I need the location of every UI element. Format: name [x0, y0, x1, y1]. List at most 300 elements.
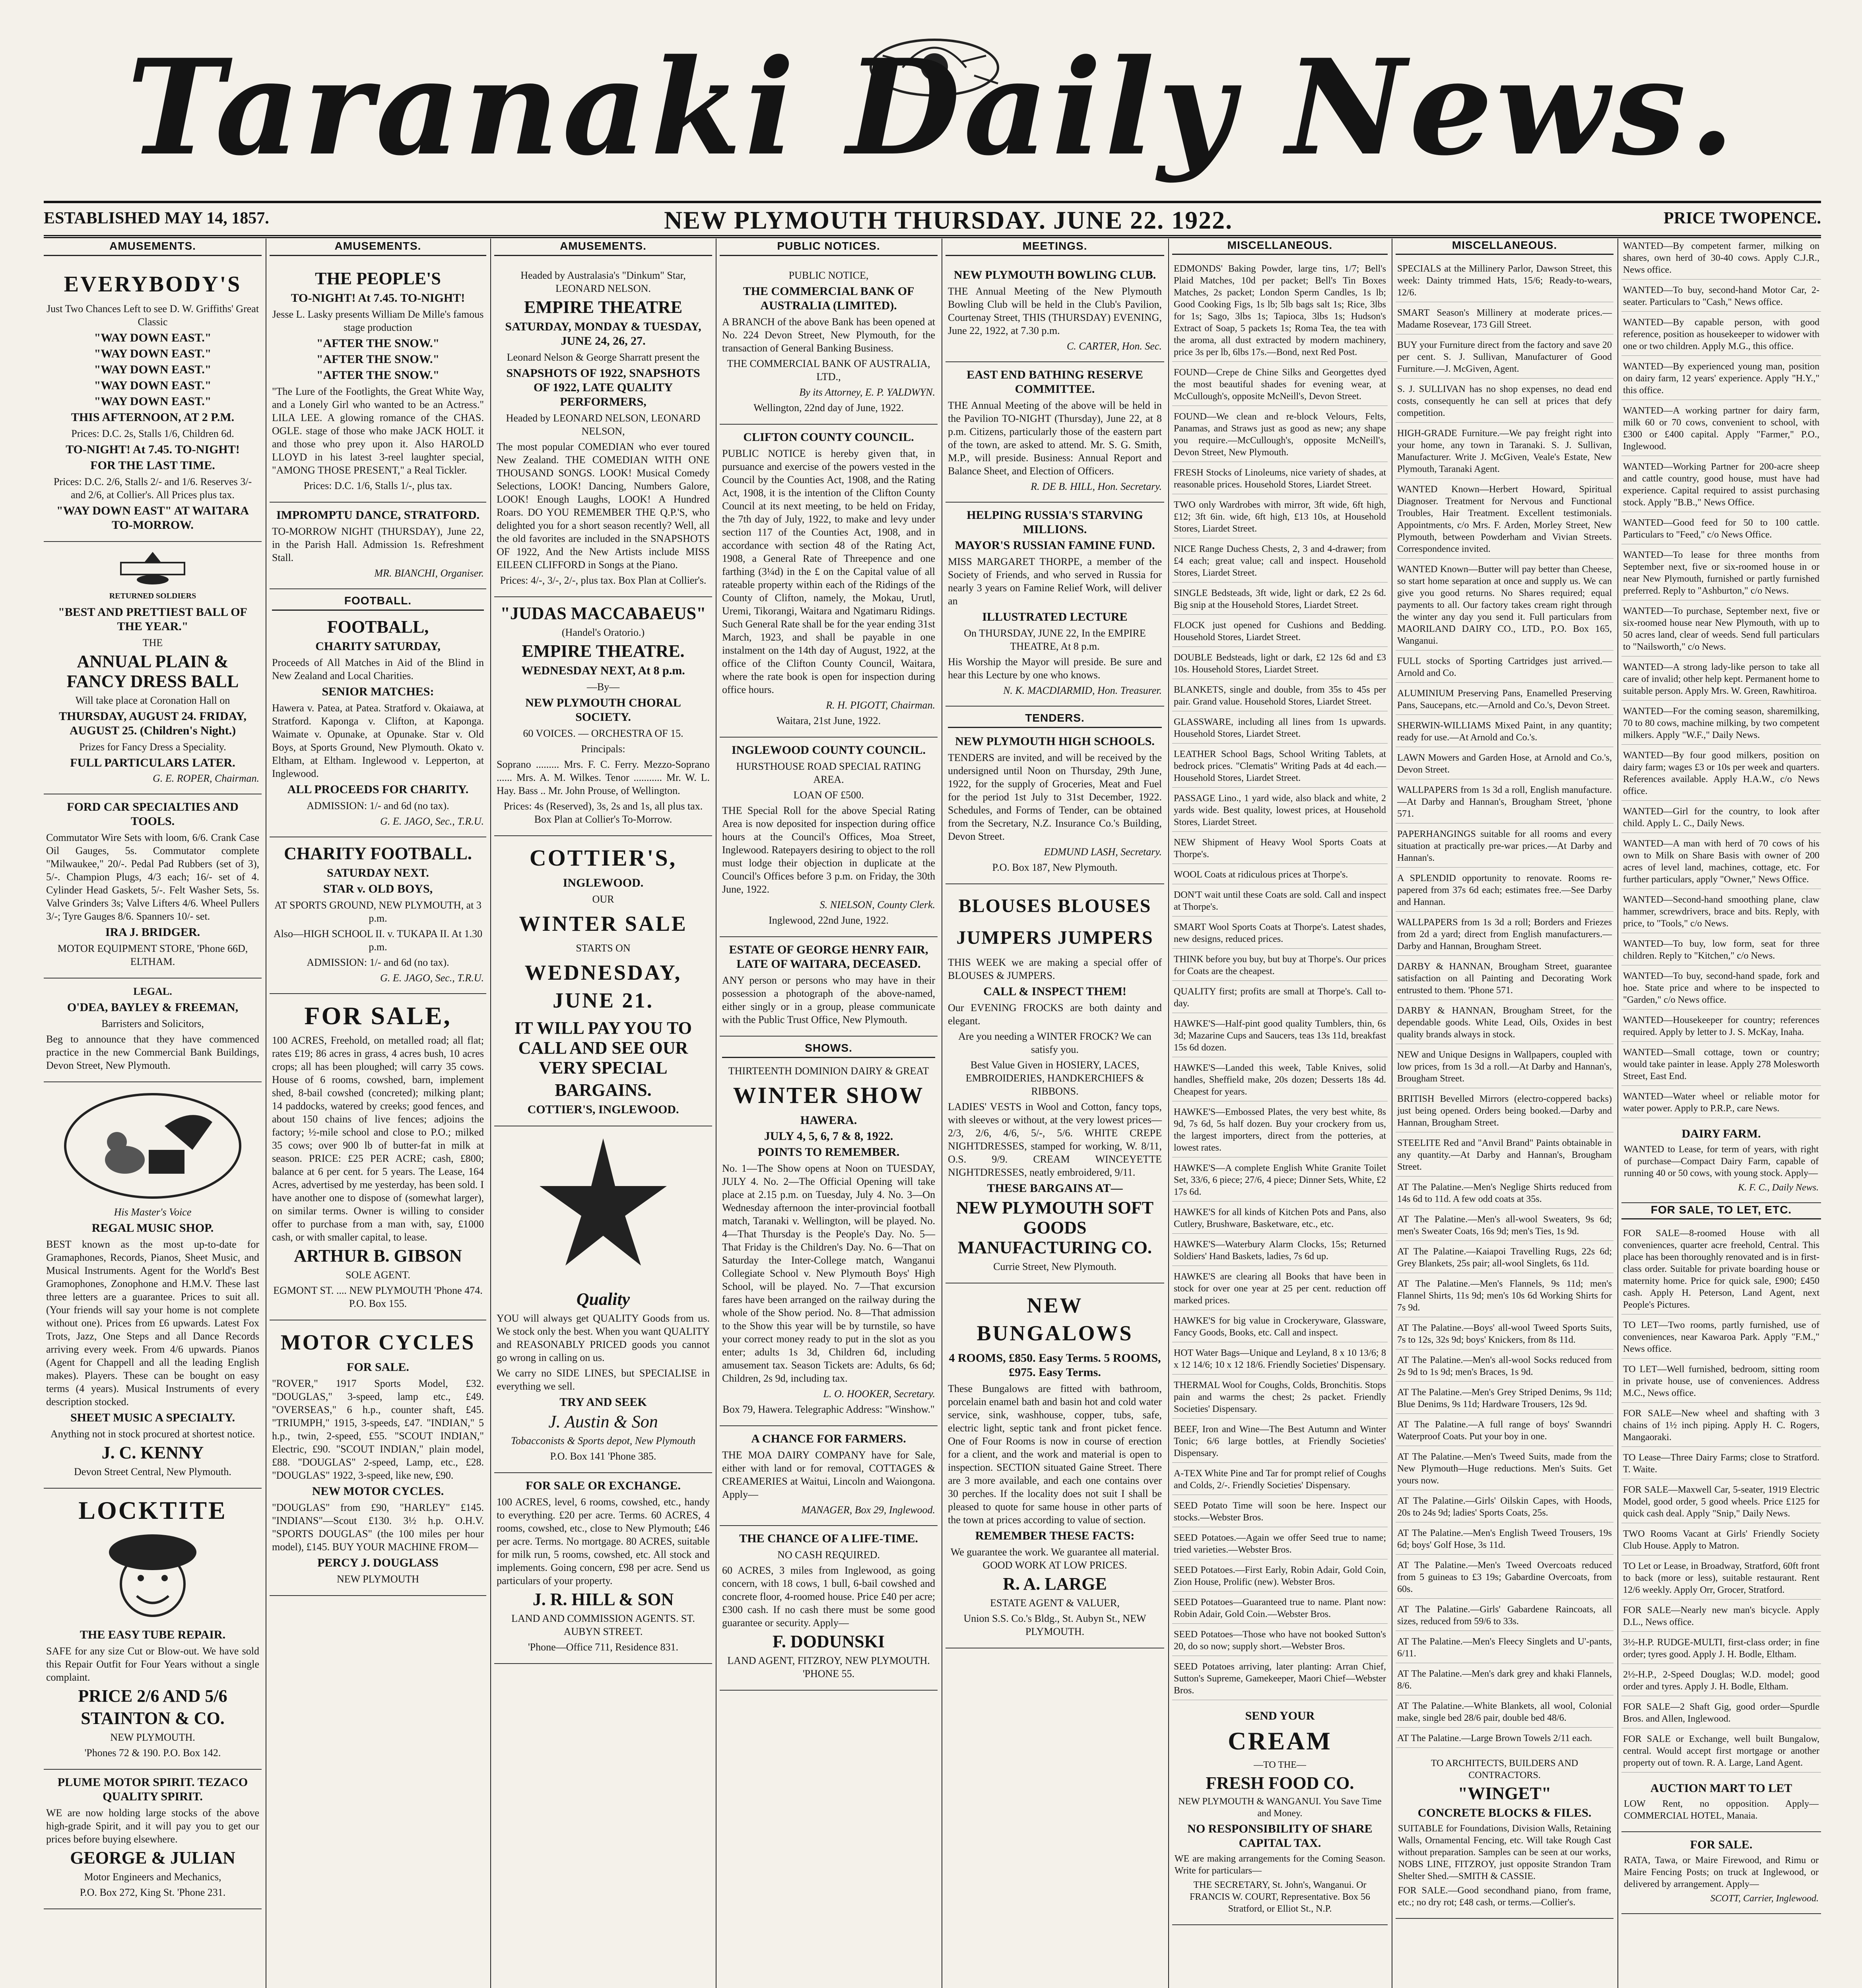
ad-body: "ROVER," 1917 Sports Model, £32. "DOUGLAS," 3-speed, lamp etc., £49. "OVERSEAS," 6 h.p., counter shaft, £45. "TRIUMPH," 1915, 3-speeds, £47. "INDIAN," 5 h.p., twin, 2-speed, £55. "SCOUT INDIAN," Electric, £90. "SCOUT INDIAN," plain model, £88. "DOUGLAS" 2-speed, Lamp, etc., £28. "DOUGLAS" 1922, 3-speed, like new, £90. — [272, 1378, 484, 1481]
ad-title: IMPROMPTU DANCE, STRATFORD. — [276, 509, 480, 522]
ad-text: THE SECRETARY, St. John's, Wanganui. Or FRANCIS W. COURT, Representative. Box 56 Stratford, or Elliot St., N.P. — [1189, 1880, 1371, 1914]
classified-item: SPECIALS at the Millinery Parlor, Dawson Street, this week: Dainty trimmed Hats, 15/6; Ready-to-wears, 12/6. — [1396, 261, 1613, 302]
ad-body: 60 ACRES, 3 miles from Inglewood, as going concern, with 18 cows, 1 bull, 6-bail cowshed and concrete floor, 4-roomed house. Price £40 per acre; £300 cash. If no cash there must be some good guarantee or security. Apply— — [722, 1565, 935, 1629]
tam-o-shanter-man-icon — [101, 1528, 204, 1624]
classified-item: THERMAL Wool for Coughs, Colds, Bronchitis. Stops pain and warms the chest; 2s packet. Friendly Societies' Dispensary. — [1172, 1378, 1388, 1419]
classified-item: BLANKETS, single and double, from 35s to 45s per pair. Grand value. Household Stores, Liardet Street. — [1172, 682, 1388, 711]
ad-text: Also—HIGH SCHOOL II. v. TUKAPA II. At 1.30 p.m. — [273, 928, 483, 953]
ad-title: FOR SALE OR EXCHANGE. — [525, 1479, 681, 1492]
classified-item: DOUBLE Bedsteads, light or dark, £2 12s 6d and £3 10s. Household Stores, Liardet Street. — [1172, 650, 1388, 679]
ad-text: THIRTEENTH DOMINION DAIRY & GREAT — [728, 1065, 929, 1077]
inglewood-council-notice — [720, 738, 938, 937]
ad-title: THE COMMERCIAL BANK OF AUSTRALIA (LIMITED). — [743, 285, 914, 312]
ad-body: Soprano ......... Mrs. F. C. Ferry. Mezzo-Soprano ...... Mrs. A. M. Wilkes. Tenor ........... Mr. W. L. Hay. Bass .. Mr. John Prouse, of Wellington. — [497, 759, 710, 796]
film-title: "WAY DOWN EAST." — [94, 379, 212, 392]
ad-title: WEDNESDAY, JUNE 21. — [524, 961, 682, 1012]
ad-text: CONCRETE BLOCKS & FILES. — [1417, 1806, 1592, 1819]
ad-name: FRESH FOOD CO. — [1206, 1773, 1354, 1793]
section-heading: TENDERS. — [948, 711, 1162, 728]
ad-text: NEW PLYMOUTH. — [110, 1732, 195, 1743]
classified-item: AT The Palatine.—Men's Fleecy Singlets and U'-pants, 6/11. — [1396, 1634, 1613, 1663]
ad-body: THE Annual Meeting of the above will be held in the Pavilion TO-NIGHT (Thursday), June 22, at 8 p.m. Citizens, particularly those of the eastern part of the town, are asked to attend. Mr. S. G. Smith, M.P., will preside. Business: Annual Report and Balance Sheet, and Election of Officers. — [948, 400, 1162, 477]
classified-item: AT The Palatine.—Men's Tweed Overcoats reduced from 5 guineas to £3 19s; Gabardine Overcoats, from 60s. — [1396, 1558, 1613, 1599]
ad-title: NEW BUNGALOWS — [977, 1293, 1133, 1345]
classified-item: AT The Palatine.—Large Brown Towels 2/11 each. — [1396, 1731, 1613, 1748]
ad-title: O'DEA, BAYLEY & FREEMAN, — [67, 1001, 239, 1014]
ad-text: WEDNESDAY NEXT, At 8 p.m. — [521, 664, 685, 677]
ad-text: Barristers and Solicitors, — [101, 1018, 204, 1029]
ad-text: Prizes for Fancy Dress a Speciality. — [79, 741, 226, 753]
ad-text: ADMISSION: 1/- and 6d (no tax). — [307, 800, 449, 812]
price-label: PRICE 2/6 AND 5/6 — [78, 1686, 227, 1706]
ad-name: STAINTON & CO. — [81, 1708, 225, 1728]
section-heading: LEGAL. — [133, 986, 172, 997]
new-bungalows-ad — [946, 1283, 1164, 1648]
lifetime-chance-ad — [720, 1526, 938, 1691]
classified-item: FLOCK just opened for Cushions and Bedding. Household Stores, Liardet Street. — [1172, 618, 1388, 647]
wanted-item: WANTED—A working partner for dairy farm, milk 60 or 70 cows, convenient to school, with £300 or £400 capital. Apply "Farmer," P.O., Inglewood. — [1621, 403, 1821, 456]
ad-text: STAR v. OLD BOYS, — [323, 882, 433, 895]
ad-text: POINTS TO REMEMBER. — [757, 1145, 900, 1159]
ad-body: RATA, Tawa, or Maire Firewood, and Rimu or Maire Fencing Posts; on truck at Inglewood, or delivered by arrangement. Apply— — [1624, 1855, 1819, 1889]
wanted-item: WANTED—A strong lady-like person to take all care of invalid; other help kept. Permanent home to suitable person. Apply Mrs. W. Green, Rawhitiroa. — [1621, 660, 1821, 701]
ad-text: ILLUSTRATED LECTURE — [982, 610, 1128, 623]
ad-body: PUBLIC NOTICE is hereby given that, in pursuance and exercise of the powers vested in the Council by the Counties Act, 1908, and the Rating Act, 1908, it is the intention of the Clifton County Council at its next meeting, to be held on Friday, the 7th day of July, 1922, to make and levy under section 117 of the Counties Act, 1908, and in accordance with section 48 of the Rating Act, 1908, a General Rate of Threepence and one farthing (3¼d) in the £ on the Capital value of all rateable property within each of the Ridings of the County of Clifton, namely, the Mokau, Urutl, Uremi, Tikorangi, Waitara and Ngatimaru Ridings. Such General Rate shall be for the year ending 31st March, 1923, and shall be payable in one instalment on the 14th day of August, 1922, at the office of the Clifton County Council, Waitara, where the rate book is open for inspection during office hours. — [722, 448, 935, 695]
ad-text: On THURSDAY, JUNE 22, In the EMPIRE THEATRE, At 8 p.m. — [964, 627, 1146, 652]
commercial-bank-notice — [720, 262, 938, 425]
ad-body: Proceeds of All Matches in Aid of the Blind in New Zealand and Local Charities. — [272, 657, 484, 681]
ad-name: ARTHUR B. GIBSON — [294, 1246, 462, 1266]
ad-text: LAND AND COMMISSION AGENTS. ST. AUBYN STREET. — [511, 1613, 695, 1637]
ad-text: Are you needing a WINTER FROCK? We can satisfy you. — [958, 1031, 1151, 1055]
wanted-item: WANTED—Good feed for 50 to 100 cattle. Particulars to "Feed," c/o News Office. — [1621, 515, 1821, 544]
classified-item: SEED Potatoes.—First Early, Robin Adair, Gold Coin, Zion House, Prolific (new). Webster Bros. — [1172, 1563, 1388, 1592]
wanted-item: WANTED—Girl for the country, to look after child. Apply L. C., Daily News. — [1621, 804, 1821, 833]
wanted-item: WANTED—To buy, second-hand spade, fork and hoe. State price and where to be inspected to "Garden," c/o News office. — [1621, 969, 1821, 1010]
classified-item: NICE Range Duchess Chests, 2, 3 and 4-drawer; from £4 each; great value; call and inspect. Household Stores, Liardet Street. — [1172, 542, 1388, 582]
ad-title: MOTOR CYCLES — [280, 1330, 476, 1354]
classified-item: HOT Water Bags—Unique and Leyland, 8 x 10 13/6; 8 x 12 14/6; 10 x 12 18/6. Friendly Societies' Dispensary. — [1172, 1345, 1388, 1375]
blouses-jumpers-ad — [946, 884, 1164, 1283]
ad-body: WANTED to Lease, for term of years, with right of purchase—Compact Dairy Farm, capable of running 40 or 50 cows, with young stock. Apply— — [1624, 1144, 1819, 1178]
classified-item: DARBY & HANNAN, Brougham Street, guarantee satisfaction on all Painting and Decorating Work entrusted to them. 'Phone 571. — [1396, 959, 1613, 1000]
signature: EDMUND LASH, Secretary. — [1044, 846, 1162, 858]
classified-item: WOOL Coats at ridiculous prices at Thorpe's. — [1172, 867, 1388, 884]
ad-text: Waitara, 21st June, 1922. — [776, 715, 881, 726]
ad-body: No. 1—The Show opens at Noon on TUESDAY, JULY 4. No. 2—The Official Opening will take place at 2.15 p.m. on Tuesday, July 4. No. 3—On Wednesday afternoon the inter-provincial football match, Taranaki v. Wellington, will be played. No. 4—That Thursday is the People's Day. No. 5—That Friday is the Children's Day. No. 6—That on Saturday the Inter-College match, Wanganui Collegiate School v. New Plymouth Boys' High School, will be played. No. 7—That excursion fares have been arranged on the railway during the whole of the Show period. No. 8—That admission to the Show this year will be by turnstile, so have your correct money ready to put in the slot as you enter; adults 1s 3d, Children 6d, including amusement tax. Season Tickets are: Adults, 6s 6d; Children, 2s 9d, including tax. — [722, 1163, 935, 1384]
ad-title: INGLEWOOD COUNTY COUNCIL. — [731, 744, 926, 757]
classified-item: GLASSWARE, including all lines from 1s upwards. Household Stores, Liardet Street. — [1172, 714, 1388, 744]
ad-text: SENIOR MATCHES: — [322, 685, 434, 698]
ad-body: SAFE for any size Cut or Blow-out. We have sold this Repair Outfit for Four Years without a single complaint. — [46, 1645, 259, 1683]
ad-title: HELPING RUSSIA'S STARVING MILLIONS. — [967, 509, 1143, 536]
ad-title: BLOUSES BLOUSES — [958, 895, 1151, 916]
fresh-food-cream-ad — [1172, 1703, 1388, 1925]
ad-title: EVERYBODY'S — [64, 272, 242, 297]
ad-body: SUITABLE for Foundations, Division Walls, Retaining Walls, Ornamental Fencing, etc. Will take Rough Cast without preparation. Samples can be seen at our works, NOBS LINE, FITZROY, just opposite Strandon Tram Shelter Shed.—SMITH & CASSIE. — [1398, 1823, 1611, 1881]
wanted-item: WANTED—To lease for three months from September next, five or six-roomed house in or near New Plymouth, furnished or partly furnished preferred. Reply to "Ashburton," c/o News. — [1621, 547, 1821, 600]
ad-body: His Worship the Mayor will preside. Be sure and hear this Lecture by one who knows. — [948, 656, 1162, 681]
ad-text: THIS AFTERNOON, AT 2 P.M. — [71, 411, 235, 424]
ad-text: EGMONT ST. .... NEW PLYMOUTH 'Phone 474. P.O. Box 155. — [273, 1285, 483, 1309]
wanted-item: WANTED—By capable person, with good reference, position as housekeeper to widower with one or two children. Apply M.G., this office. — [1621, 315, 1821, 356]
ad-body: ANY person or persons who may have in their possession a photograph of the above-named, either singly or in a group, please communicate with the Public Trust Office, New Plymouth. — [722, 975, 935, 1025]
ad-text: INGLEWOOD. — [563, 876, 644, 889]
ad-text: Devon Street Central, New Plymouth. — [74, 1466, 231, 1477]
quality-star-icon — [536, 1134, 671, 1285]
classified-item: PAPERHANGINGS suitable for all rooms and every situation at practically pre-war prices.—At Darby and Hannan's. — [1396, 827, 1613, 868]
ad-text: FOR THE LAST TIME. — [90, 459, 215, 472]
ad-text: 60 VOICES. — ORCHESTRA OF 15. — [523, 728, 683, 739]
ad-text: TRY AND SEEK — [559, 1396, 647, 1409]
dairy-farm-ad — [1621, 1121, 1821, 1203]
ad-title: WINTER SHOW — [733, 1082, 924, 1108]
ad-title: FOR SALE, — [304, 1002, 452, 1030]
ad-body: We carry no SIDE LINES, but SPECIALISE in everything we sell. — [497, 1367, 710, 1392]
ad-name: R. A. LARGE — [1003, 1574, 1107, 1594]
ad-text: Prices: D.C. 1/6, Stalls 1/-, plus tax. — [303, 480, 452, 491]
ad-text: TO-NIGHT! At 7.45. TO-NIGHT! — [291, 291, 465, 305]
ad-text: THE — [142, 637, 163, 648]
dateline-bar — [44, 201, 1821, 238]
ad-text: Union S.S. Co.'s Bldg., St. Aubyn St., NEW PLYMOUTH. — [963, 1613, 1146, 1637]
classified-item: ALUMINIUM Preserving Pans, Enamelled Preserving Pans, Saucepans, etc.—Arnold and Co.'s, Devon Street. — [1396, 686, 1613, 715]
peoples-theatre-ad — [270, 262, 486, 503]
section-heading: SHOWS. — [722, 1041, 935, 1058]
ad-body: MISS MARGARET THORPE, a member of the Society of Friends, and who served in Russia for nearly 3 years on Famine Relief Work, will deliver an — [948, 556, 1162, 607]
classified-item: HIGH-GRADE Furniture.—We pay freight right into your home, any town in Taranaki. S. J. Sullivan, Manufacturer. Write J. McGiven, Veale's Estate, New Plymouth, Taranaki Agent. — [1396, 426, 1613, 479]
classified-item: AT The Palatine.—Men's Grey Striped Denims, 9s 11d; Blue Denims, 9s 11d; Hardware Trousers, 12s 9d. — [1396, 1385, 1613, 1414]
ad-name: PERCY J. DOUGLASS — [317, 1556, 439, 1569]
column-rule — [1168, 239, 1169, 1988]
column-4 — [720, 239, 938, 1988]
ad-title: THE PEOPLE'S — [315, 269, 441, 288]
newspaper-title: Taranaki Daily News. — [127, 30, 1738, 184]
classified-item: QUALITY first; profits are small at Thorpe's. Call to-day. — [1172, 984, 1388, 1013]
ad-text: Wellington, 22nd day of June, 1922. — [753, 402, 904, 414]
classified-item: STEELITE Red and "Anvil Brand" Paints obtainable in any quantity.—At Darby and Hannan's, Brougham Street. — [1396, 1136, 1613, 1176]
classified-item: SEED Potatoes arriving, later planting: Arran Chief, Sutton's Supreme, Gamekeeper, Maori Chief—Webster Bros. — [1172, 1659, 1388, 1700]
ad-title: CHARITY FOOTBALL. — [284, 844, 472, 863]
ad-body: THIS WEEK we are making a special offer of BLOUSES & JUMPERS. — [948, 957, 1162, 981]
column-rule — [490, 239, 491, 1988]
for-sale-item: TO Lease—Three Dairy Farms; close to Stratford. T. Waite. — [1621, 1450, 1821, 1479]
charity-football-ad — [270, 837, 486, 994]
signature: R. DE B. HILL, Hon. Secretary. — [1031, 481, 1162, 492]
ad-body: Commutator Wire Sets with loom, 6/6. Crank Case Oil Gauges, 5s. Commutator complete "Milwaukee," 20/-. Pedal Pad Rubbers (set of 3), 5/-. Champion Plugs, 4/3 each; 16/- set of 4. Cylinder Head Gaskets, 5/-. Felt Washer Sets, 5s. Valve Grinders 3s; Valve Lifters 4/6. Wheel Pullers 3/-; Tyre Gauges 8/6. Spanners 10/- set. — [46, 832, 259, 922]
ad-text: P.O. Box 187, New Plymouth. — [992, 862, 1118, 873]
gramophone-dog-icon — [61, 1090, 244, 1202]
for-sale-list — [1621, 1226, 1821, 1773]
ad-text: JULY 4, 5, 6, 7 & 8, 1922. — [764, 1130, 893, 1143]
classified-item: WALLPAPERS from 1s 3d a roll; Borders and Friezes from 2d a yard; direct from English manufacturers.—Darby and Hannan, Brougham Street. — [1396, 915, 1613, 956]
ad-name: F. DODUNSKI — [773, 1632, 885, 1651]
wanted-item: WANTED—A man with herd of 70 cows of his own to Milk on Share Basis with owner of 200 acres of level land, machines, cottage, etc. For further particulars, apply "Owner," News Office. — [1621, 836, 1821, 889]
ad-title: ANNUAL PLAIN & FANCY DRESS BALL — [66, 652, 239, 691]
ad-title: Quality — [576, 1289, 630, 1309]
classified-item: LEATHER School Bags, School Writing Tablets, at bedrock prices. "Clematis" Writing Pads at 4d each.—Household Stores, Liardet Street. — [1172, 747, 1388, 788]
classified-item: AT The Palatine.—Men's Neglige Shirts reduced from 14s 6d to 11d. A few odd coats at 35s. — [1396, 1180, 1613, 1209]
classified-item: WALLPAPERS from 1s 3d a roll, English manufacture.—At Darby and Hannan's, Brougham Street, 'phone 571. — [1396, 782, 1613, 823]
tenders-notice — [946, 707, 1164, 884]
signature: J. Austin & Son — [548, 1412, 658, 1431]
ad-text: Inglewood, 22nd June, 1922. — [769, 914, 889, 926]
signature: MR. BIANCHI, Organiser. — [374, 567, 484, 579]
ad-text: STARTS ON — [576, 942, 631, 954]
wanted-item: WANTED—Water wheel or reliable motor for water power. Apply to P.R.P., care News. — [1621, 1089, 1821, 1118]
masthead — [44, 16, 1821, 215]
ad-title: EMPIRE THEATRE. — [522, 641, 685, 661]
ad-body: "The Lure of the Footlights, the Great White Way, and a Lonely Girl who wanted to be an Actress." LILA LEE. A glowing romance of the CHAS. OGLE. stage of those who make JACK HOLT. it and those who prey upon it. Also HAROLD LLOYD in his latest 3-reel laughter special, "AMONG THOSE PRESENT," a Real Tickler. — [272, 386, 484, 476]
ford-ad — [44, 794, 262, 978]
ad-text: LOAN OF £500. — [793, 789, 864, 801]
ad-title: CREAM — [1228, 1727, 1332, 1755]
signature: G. E. JAGO, Sec., T.R.U. — [380, 972, 484, 984]
wanted-item: WANTED—Second-hand smoothing plane, claw hammer, screwdrivers, brace and bits. Reply, with price, to "Tools," c/o News. — [1621, 892, 1821, 933]
ad-text: Prices: 4s (Reserved), 3s, 2s and 1s, all plus tax. Box Plan at Collier's To-Morrow. — [503, 800, 703, 825]
classified-item: HAWKE'S are clearing all Books that have been in stock for over one year at 25 per cent. reduction off marked prices. — [1172, 1269, 1388, 1310]
section-heading: AMUSEMENTS. — [270, 239, 486, 256]
for-sale-item: TO LET—Two rooms, partly furnished, use of conveniences, near Kawaroa Park. Apply "F.M.," News office. — [1621, 1318, 1821, 1359]
classified-item: FRESH Stocks of Linoleums, nice variety of shades, at reasonable prices. Household Stores, Liardet Street. — [1172, 465, 1388, 494]
classified-item: AT The Palatine.—White Blankets, all wool, Colonial make, single bed 28/6 pair, double bed 48/6. — [1396, 1699, 1613, 1728]
classified-item: HAWKE'S—Embossed Plates, the very best white, 8s 9d, 7s 6d, 5s half dozen. Buy your crockery from us, the largest importers, direct from the potteries, at lowest rates. — [1172, 1105, 1388, 1157]
plume-ad — [44, 1770, 262, 1909]
winget-blocks-ad — [1396, 1751, 1613, 1919]
classified-item: EDMONDS' Baking Powder, large tins, 1/7; Bell's Plaid Matches, 10d per packet; Bell's Tin Boxes Matches, 2s packet; London Sperm Candles, 1s lb; Good Cooking Figs, 1s lb; 5lb bags salt 1s; Rice, 3lbs for 1s; Sago, 3lbs 1s; Tapioca, 3lbs 1s; Hudson's Extract of Soap, 5 packets 1s; Roma Tea, the tea with the aroma, all dust extracted by modern machinery, price 3s per lb, 6lbs 17s.—Bond, next Red Post. — [1172, 261, 1388, 362]
wanted-item: WANTED—Housekeeper for country; references required. Apply by letter to J. S. McKay, Inaha. — [1621, 1013, 1821, 1042]
classified-item: AT The Palatine.—A full range of boys' Swanndri Waterproof Coats. Put your boy in one. — [1396, 1417, 1613, 1446]
classified-item: AT The Palatine.—Girls' Oilskin Capes, with Hoods, 20s to 24s 9d; ladies' Sports Coats, 25s. — [1396, 1493, 1613, 1522]
film-title: "AFTER THE SNOW." — [316, 369, 440, 382]
wanted-item: WANTED—To buy, second-hand Motor Car, 2-seater. Particulars to "Cash," News office. — [1621, 283, 1821, 312]
classified-item: AT The Palatine.—Men's all-wool Sweaters, 9s 6d; men's Sweater Coats, 16s 9d; men's Ties, 1s 9d. — [1396, 1212, 1613, 1241]
signature: MANAGER, Box 29, Inglewood. — [801, 1504, 935, 1516]
for-sale-item: FOR SALE or Exchange, well built Bungalow, central. Would accept first mortgage or another property out of town. R. A. Large, Land Agent. — [1621, 1732, 1821, 1773]
classified-item: AT The Palatine.—Boys' all-wool Tweed Sports Suits, 7s to 12s, 32s 9d; boys' Knickers, from 8s 11d. — [1396, 1320, 1613, 1349]
austin-quality-ad — [494, 1126, 712, 1473]
column-6 — [1172, 239, 1388, 1988]
ad-text: Currie Street, New Plymouth. — [993, 1261, 1116, 1272]
ad-text: HAWERA. — [800, 1114, 857, 1127]
ad-text: (Handel's Oratorio.) — [561, 627, 645, 638]
classified-item: HAWKE'S for all kinds of Kitchen Pots and Pans, also Cutlery, Brushware, Basketware, etc., etc. — [1172, 1205, 1388, 1234]
classified-item: NEW Shipment of Heavy Wool Sports Coats at Thorpe's. — [1172, 835, 1388, 864]
ad-text: CALL & INSPECT THEM! — [983, 985, 1126, 998]
ad-text: SEND YOUR — [1245, 1709, 1315, 1722]
section-heading: AMUSEMENTS. — [44, 239, 262, 256]
column-1 — [44, 239, 262, 1988]
ad-text: THE COMMERCIAL BANK OF AUSTRALIA, LTD., — [727, 358, 930, 382]
bowling-club-notice — [946, 262, 1164, 362]
classified-item: HAWKE'S—Landed this week, Table Knives, solid handles, Sheffield make, 20s dozen; Desserts 18s 4d. Cheapest for years. — [1172, 1060, 1388, 1101]
classified-item: SMART Wool Sports Coats at Thorpe's. Latest shades, new designs, reduced prices. — [1172, 920, 1388, 949]
ad-title: DAIRY FARM. — [1681, 1127, 1761, 1140]
classified-item: PASSAGE Lino., 1 yard wide, also black and white, 2 yards wide. Best quality, lowest prices, at Household Stores, Liardet Street. — [1172, 791, 1388, 832]
ad-text: FULL PARTICULARS LATER. — [70, 756, 235, 769]
estate-notice — [720, 937, 938, 1037]
classified-item: HAWKE'S for big value in Crockeryware, Glassware, Fancy Goods, Books, etc. Call and inspect. — [1172, 1313, 1388, 1342]
established-date: ESTABLISHED MAY 14, 1857. — [44, 209, 269, 227]
ad-text: Prices: D.C. 2/6, Stalls 2/- and 1/6. Reserves 3/- and 2/6, at Collier's. All Prices plus tax. — [53, 476, 252, 501]
classified-item: SEED Potatoes—Guaranteed true to name. Plant now: Robin Adair, Gold Coin.—Webster Bros. — [1172, 1595, 1388, 1624]
film-title: "WAY DOWN EAST." — [94, 395, 212, 408]
classified-item: AT The Palatine.—Men's dark grey and khaki Flannels, 8/6. — [1396, 1666, 1613, 1695]
ad-text: Best Value Given in HOSIERY, LACES, EMBROIDERIES, HANDKERCHIEFS & RIBBONS. — [965, 1059, 1144, 1097]
for-sale-item: FOR SALE—8-roomed House with all conveniences, quarter acre freehold, Central. This place has been thoroughly renovated and is in first-class order. Suitable for private boarding house or maternity home. Price for quick sale, £900; £450 cash. Apply H. Peterson, Land Agent, next People's Pictures. — [1621, 1226, 1821, 1314]
ad-text: Headed by Australasia's "Dinkum" Star, LEONARD NELSON. — [520, 270, 686, 294]
ad-body: WE are making arrangements for the Coming Season. Write for particulars— — [1175, 1854, 1385, 1876]
column-8 — [1621, 239, 1821, 1988]
for-sale-item: 2½-H.P., 2-Speed Douglas; W.D. model; good order and tyres. Apply J. H. Bodle, Eltham. — [1621, 1667, 1821, 1696]
ad-text: NEW MOTOR CYCLES. — [312, 1485, 444, 1498]
classified-item: S. J. SULLIVAN has no shop expenses, no dead end costs, consequently he can sell at prices that defy competition. — [1396, 382, 1613, 423]
ad-text: ESTATE AGENT & VALUER, — [990, 1597, 1120, 1609]
ad-text: THURSDAY, AUGUST 24. FRIDAY, AUGUST 25. (Children's Night.) — [59, 710, 247, 737]
ad-body: TO-MORROW NIGHT (THURSDAY), June 22, in the Parish Hall. Admission 1s. Refreshment Stall. — [272, 526, 484, 563]
ad-title: FORD CAR SPECIALTIES AND TOOLS. — [67, 800, 239, 828]
ad-title: FOR SALE. — [1690, 1838, 1753, 1851]
ad-text: SHEET MUSIC A SPECIALTY. — [70, 1411, 235, 1424]
ad-text: MAYOR'S RUSSIAN FAMINE FUND. — [955, 539, 1155, 552]
section-heading: MISCELLANEOUS. — [1396, 239, 1613, 255]
ad-body: 100 ACRES, Freehold, on metalled road; all flat; rates £19; 86 acres in grass, 4 acres bush, 10 acres crops; all has been ploughed; will carry 35 cows. House of 6 rooms, cowshed, barn, implement shed, 8-bail cowshed (concreted); milking plant; 14 paddocks, watered by creeks; good fences, and about 150 chains of live fences; adjoins the factory; ½-mile school and close to P.O.; milked 35 cows; over 900 lb of butter-fat in milk at season. PRICE: £25 PER ACRE; cash, £800; balance at 6 per cent. for 5 years. The Lease, 164 Acres, advertised by me yesterday, has been sold. I have another one to dispose of (somewhat larger), on similar terms. Owner is willing to consider offer to purchase from a man with, say, £1000 cash, or with smaller capital, to lease. — [272, 1035, 484, 1243]
signature: G. E. JAGO, Sec., T.R.U. — [380, 815, 484, 827]
classified-item: FOUND—We clean and re-block Velours, Felts, Panamas, and Straws just as good as new; any shape you require.—McCullough's, opposite McNeill's, Devon Street, New Plymouth. — [1172, 409, 1388, 462]
ad-title: EMPIRE THEATRE — [524, 297, 683, 317]
classified-list — [1396, 261, 1613, 1748]
wanted-item: WANTED—To purchase, September next, five or six-roomed house near New Plymouth, with up to 50 acres land, clear of weeds. Send full particulars to "Nailsworth," c/o News. — [1621, 604, 1821, 656]
for-sale-item: FOR SALE—Nearly new man's bicycle. Apply D.L., News office. — [1621, 1603, 1821, 1632]
ad-text: LAND AGENT, FITZROY, NEW PLYMOUTH. 'PHONE 55. — [727, 1655, 930, 1679]
section-heading: FOOTBALL. — [272, 593, 484, 611]
ad-body: THE Annual Meeting of the New Plymouth Bowling Club will be held in the Club's Pavilion, Courtenay Street, THIS (THURSDAY) EVENING, June 22, 1922, at 7.30 p.m. — [948, 285, 1162, 336]
ad-text: P.O. Box 272, King St. 'Phone 231. — [80, 1887, 226, 1898]
signature: N. K. MACDIARMID, Hon. Treasurer. — [1003, 685, 1162, 696]
ad-text: TO-NIGHT! At 7.45. TO-NIGHT! — [66, 443, 240, 456]
classified-list — [1172, 261, 1388, 1700]
ad-body: Our EVENING FROCKS are both dainty and elegant. — [948, 1002, 1162, 1027]
section-heading: AMUSEMENTS. — [494, 239, 712, 256]
ad-text: Principals: — [581, 743, 625, 755]
ad-title: ESTATE OF GEORGE HENRY FAIR, LATE OF WAITARA, DECEASED. — [729, 943, 928, 971]
ad-text: NEW PLYMOUTH & WANGANUI. You Save Time and Money. — [1178, 1796, 1382, 1819]
ad-title: FOOTBALL, — [327, 617, 429, 637]
classified-item: NEW and Unique Designs in Wallpapers, coupled with low prices, from 1s 3d a roll.—At Darby and Hannan's, Brougham Street. — [1396, 1047, 1613, 1088]
ad-body: 100 ACRES, level, 6 rooms, cowshed, etc., handy to everything. £20 per acre. Terms. 60 ACRES, 4 rooms, cowshed, etc., close to New Plymouth; £46 per acre. Terms. No mortgage. 80 ACRES, suitable for milk run, 5 rooms, cowshed, etc. All stock and implements. Going concern, £98 per acre. Send us particulars of your property. — [497, 1496, 710, 1586]
section-heading: PUBLIC NOTICES. — [720, 239, 938, 256]
classified-item: LAWN Mowers and Garden Hose, at Arnold and Co.'s, Devon Street. — [1396, 750, 1613, 779]
ad-body: "DOUGLAS" from £90, "HARLEY" £145. "INDIANS"—Scout £130. 3½ h.p. O.H.V. "SPORTS DOUGLAS" (the 100 miles per hour model), £145. BUY YOUR MACHINE FROM— — [272, 1502, 484, 1553]
ad-body: The most popular COMEDIAN who ever toured New Zealand. THE COMEDIAN WITH ONE THOUSAND SONGS. LOOK! Musical Comedy Selections, LOOK! Dancing, Numbers Galore, LOOK! Enough Laughs, LOOK! A Hundred Roars. DO YOU REMEMBER THE Q.P.'S, who delighted you for a short season recently? Well, all the old favorites are included in the SNAPSHOTS OF 1922, And the New Artists include MISS EILEEN CLIFFORD in Songs at the Piano. — [497, 441, 710, 571]
classified-item: BRITISH Bevelled Mirrors (electro-coppered backs) just being opened. Orders being booked.—Darby and Hannan, Brougham Street. — [1396, 1091, 1613, 1132]
ad-title: JUMPERS JUMPERS — [956, 927, 1153, 948]
ad-name: NEW PLYMOUTH SOFT GOODS MANUFACTURING CO. — [956, 1198, 1154, 1257]
classified-item: FULL stocks of Sporting Cartridges just arrived.—Arnold and Co. — [1396, 654, 1613, 683]
ad-body: WE are now holding large stocks of the above high-grade Spirit, and it will pay you to get our prices before buying elsewhere. — [46, 1807, 259, 1845]
empire-theatre-ad — [494, 262, 712, 597]
classified-item: DARBY & HANNAN, Brougham Street, for the dependable goods. White Lead, Oils, Oxides in best quality brands always in stock. — [1396, 1003, 1613, 1044]
ad-name: J. C. KENNY — [101, 1443, 204, 1462]
ad-text: "BEST AND PRETTIEST BALL OF THE YEAR." — [58, 606, 247, 633]
ad-text: Just Two Chances Left to see D. W. Griffiths' Great Classic — [46, 303, 259, 328]
film-title: "WAY DOWN EAST." — [94, 363, 212, 376]
classified-item: WANTED Known—Herbert Howard, Spiritual Diagnoser. Treatment for Nervous and Functional Troubles, Hair Treatment. Excellent testimonials. Appointments, c/o Mrs. F. Arden, Morley Street, New Plymouth, between Powderham and Vivian Streets. Correspondence invited. — [1396, 482, 1613, 559]
column-5 — [946, 239, 1164, 1988]
wanted-item: WANTED—By experienced young man, position on dairy farm, 12 years' experience. Apply "H.Y.," this office. — [1621, 359, 1821, 400]
classified-item: HAWKE'S—Waterbury Alarm Clocks, 15s; Returned Soldiers' Hand Baskets, ladies, 7s 6d up. — [1172, 1237, 1388, 1266]
ad-text: Leonard Nelson & George Sharratt present the — [507, 351, 700, 363]
signature: By its Attorney, E. P. YALDWYN. — [799, 386, 935, 398]
classified-item: FOUND—Crepe de Chine Silks and Georgettes dyed the most beautiful shades for evening wear, at McCullough's, opposite McNeill's, Devon Street. — [1172, 365, 1388, 406]
ad-title: EAST END BATHING RESERVE COMMITTEE. — [967, 368, 1143, 396]
ad-text: Motor Engineers and Mechanics, — [84, 1871, 221, 1883]
film-title: "WAY DOWN EAST." — [94, 347, 212, 360]
ad-text: SOLE AGENT. — [346, 1269, 410, 1281]
ball-ad — [44, 542, 262, 794]
classified-item: SEED Potatoes—Those who have not booked Sutton's 20, do so now; supply short.—Webster Bros. — [1172, 1627, 1388, 1656]
ad-text: COTTIER'S, INGLEWOOD. — [527, 1103, 679, 1116]
ad-body: YOU will always get QUALITY Goods from us. We stock only the best. When you want QUALITY and REASONABLY PRICED goods you cannot go wrong in calling on us. — [497, 1312, 710, 1363]
ad-text: NEW PLYMOUTH CHORAL SOCIETY. — [525, 696, 681, 724]
football-ad — [270, 589, 486, 837]
ad-name: GEORGE & JULIAN — [70, 1848, 235, 1868]
logo-caption: His Master's Voice — [114, 1206, 192, 1218]
signature: K. F. C., Daily News. — [1738, 1182, 1819, 1193]
ad-text: OUR — [592, 893, 614, 905]
russia-famine-notice — [946, 503, 1164, 707]
for-sale-item: TWO Rooms Vacant at Girls' Friendly Society Club House. Apply to Matron. — [1621, 1526, 1821, 1555]
sale-exchange-ad — [494, 1473, 712, 1664]
section-heading: MISCELLANEOUS. — [1172, 239, 1388, 255]
classified-item: AT The Palatine.—Kaiapoi Travelling Rugs, 22s 6d; Grey Blankets, 25s pair; all-wool Singlets, 6s 11d. — [1396, 1244, 1613, 1273]
classified-item: AT The Palatine.—Men's English Tweed Trousers, 19s 6d; boys' Golf Hose, 3s 11d. — [1396, 1526, 1613, 1555]
ad-title: NEW PLYMOUTH BOWLING CLUB. — [953, 268, 1156, 282]
ad-body: LOW Rent, no opposition. Apply— COMMERCIAL HOTEL, Manaia. — [1624, 1799, 1819, 1821]
ad-title: "WINGET" — [1458, 1784, 1551, 1803]
classified-item: SMART Season's Millinery at moderate prices.—Madame Rosevear, 173 Gill Street. — [1396, 305, 1613, 334]
ad-text: "WAY DOWN EAST" AT WAITARA TO-MORROW. — [56, 504, 249, 532]
ad-title: LOCKTITE — [78, 1496, 227, 1524]
ad-text: Will take place at Coronation Hall on — [75, 695, 230, 706]
signature: L. O. HOOKER, Secretary. — [823, 1388, 935, 1400]
classified-item: BUY your Furniture direct from the factory and save 20 per cent. S. J. Sullivan, Manufacturer of Good Furniture.—J. McGiven, Agent. — [1396, 338, 1613, 379]
ad-text: —By— — [586, 681, 620, 693]
classified-item: SEED Potatoes.—Again we offer Seed true to name; tried varieties.—Webster Bros. — [1172, 1530, 1388, 1559]
section-heading: MEETINGS. — [946, 239, 1164, 256]
section-heading: FOR SALE, TO LET, ETC. — [1621, 1203, 1821, 1219]
classified-item: SEED Potato Time will soon be here. Inspect our stocks.—Webster Bros. — [1172, 1498, 1388, 1527]
ad-text: THESE BARGAINS AT— — [987, 1182, 1123, 1195]
wanted-item: WANTED—Small cottage, town or country; would take painter in lease. Apply 278 Molesworth Street, East End. — [1621, 1045, 1821, 1086]
for-sale-item: FOR SALE—Maxwell Car, 5-seater, 1919 Electric Model, good order, 5 good wheels. Price £125 for quick cash deal. Apply "Snip," Daily News. — [1621, 1482, 1821, 1523]
ad-text: AT SPORTS GROUND, NEW PLYMOUTH, at 3 p.m. — [274, 899, 482, 924]
ad-title: PLUME MOTOR SPIRIT. TEZACO QUALITY SPIRIT. — [57, 1776, 248, 1803]
classified-item: DON'T wait until these Coats are sold. Call and inspect at Thorpe's. — [1172, 887, 1388, 916]
ad-text: MOTOR EQUIPMENT STORE, 'Phone 66D, ELTHAM. — [57, 943, 248, 967]
ad-text: SATURDAY, MONDAY & TUESDAY, JUNE 24, 26, 27. — [505, 320, 701, 348]
ad-text: Prices: D.C. 2s, Stalls 1/6, Children 6d. — [71, 428, 234, 439]
ad-text: SNAPSHOTS OF 1922, SNAPSHOTS OF 1922, LATE QUALITY PERFORMERS, — [506, 367, 700, 408]
wanted-item: WANTED—Working Partner for 200-acre sheep and cattle country, good house, must have had experience. Capital required to assist purchasing stock. Apply "B.B.," News Office. — [1621, 459, 1821, 512]
ad-title: COTTIER'S, — [529, 845, 677, 871]
signature: G. E. ROPER, Chairman. — [153, 773, 259, 784]
classified-item: WANTED Known—Butter will pay better than Cheese, so start home separation at once and supply us. We can give you good returns. No Shares required; equal payments to all. Our factory takes cream right through the winter any day you send it. Full particulars from MAORILAND DAIRY CO., LTD., P.O. Box 165, Wanganui. — [1396, 562, 1613, 650]
farm-for-sale-ad — [270, 994, 486, 1320]
classified-item: BEEF, Iron and Wine—The Best Autumn and Winter Tonic; 6/6 large bottles, at Friendly Societies' Dispensary. — [1172, 1422, 1388, 1463]
film-title: "AFTER THE SNOW." — [316, 353, 440, 366]
film-title: "AFTER THE SNOW." — [316, 337, 440, 350]
